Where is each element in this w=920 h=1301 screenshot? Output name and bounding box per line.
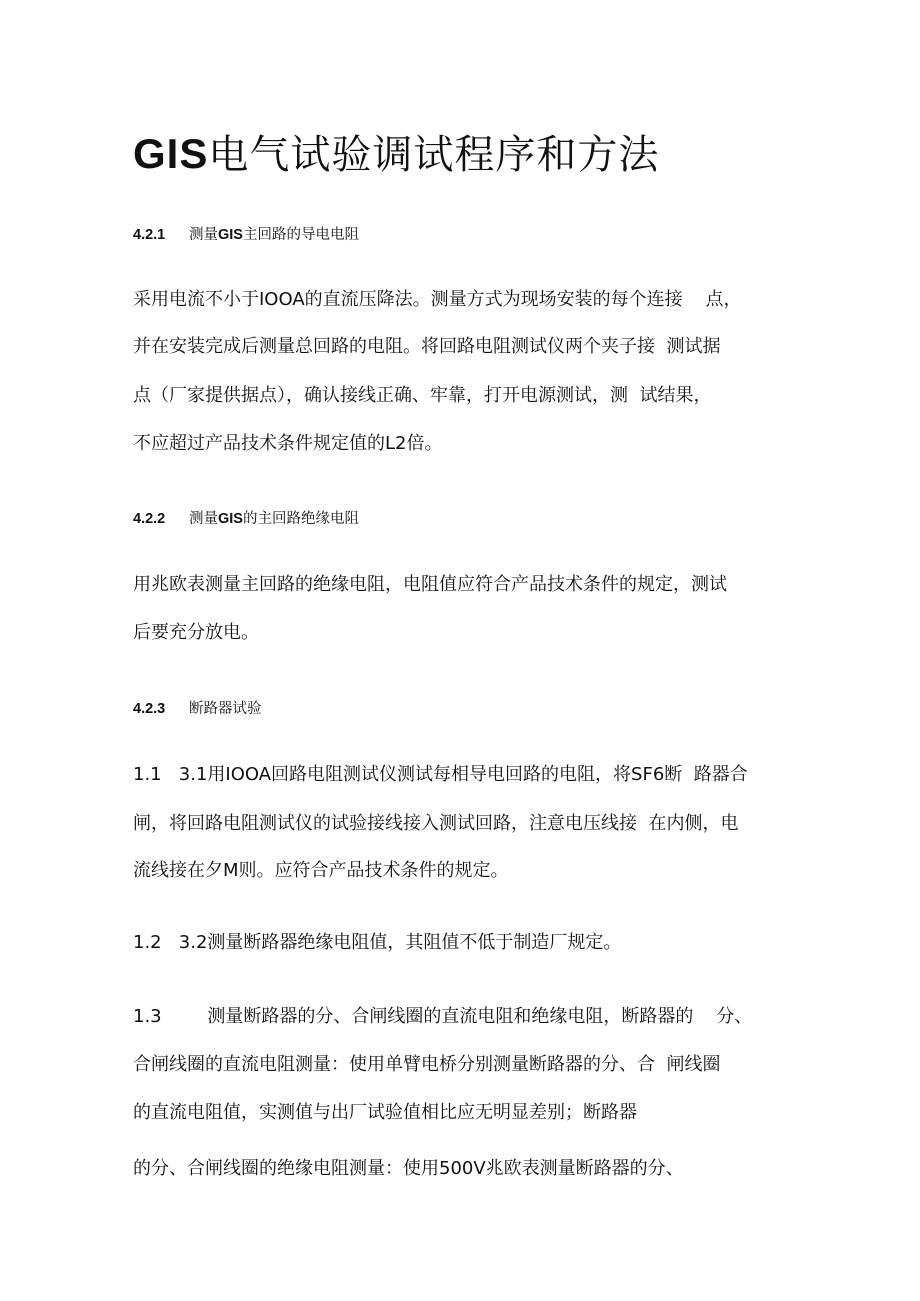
paragraph-line: 1.1 3.1用IOOA回路电阻测试仪测试每相导电回路的电阻，将SF6断 路器合: [133, 764, 748, 785]
document-title: [133, 126, 659, 183]
paragraph-line: 1.3 测量断路器的分、合闸线圈的直流电阻和绝缘电阻，断路器的 分、: [133, 1006, 753, 1027]
section-heading-bold: GIS: [218, 227, 243, 243]
paragraph-line: 采用电流不小于IOOA的直流压降法。测量方式为现场安装的每个连接 点，: [133, 289, 742, 310]
paragraph-line: 流线接在夕M则。应符合产品技术条件的规定。: [133, 860, 509, 881]
section-heading-4-2-1: [133, 224, 359, 246]
paragraph-line: 并在安装完成后测量总回路的电阻。将回路电阻测试仪两个夹子接 测试据: [133, 336, 721, 357]
paragraph-line: 闸，将回路电阻测试仪的试验接线接入测试回路，注意电压线接 在内侧，电: [133, 813, 739, 834]
section-heading-text-after: 的主回路绝缘电阻: [242, 511, 359, 527]
section-heading-4-2-3: [133, 698, 262, 720]
paragraph-line: 不应超过产品技术条件规定值的L2倍。: [133, 433, 443, 454]
section-number: 4.2.3: [133, 701, 166, 717]
paragraph-line: 1.2 3.2测量断路器绝缘电阻值，其阻值不低于制造厂规定。: [133, 932, 622, 953]
section-heading-text: 测量: [189, 511, 218, 527]
section-heading-text: 测量: [189, 227, 218, 243]
section-number: 4.2.1: [133, 227, 166, 243]
paragraph-line: 用兆欧表测量主回路的绝缘电阻，电阻值应符合产品技术条件的规定，测试: [133, 574, 727, 595]
section-heading-4-2-2: [133, 508, 359, 530]
paragraph-line: 的直流电阻值，实测值与出厂试验值相比应无明显差别；断路器: [133, 1102, 637, 1123]
section-heading-text: 断路器试验: [189, 701, 262, 717]
title-prefix: GIS: [133, 130, 209, 177]
section-number: 4.2.2: [133, 511, 166, 527]
section-heading-text-after: 主回路的导电电阻: [242, 227, 359, 243]
title-text: 电气试验调试程序和方法: [208, 132, 660, 178]
paragraph-line: 后要充分放电。: [133, 622, 259, 643]
paragraph-line: 点（厂家提供据点），确认接线正确、牢靠，打开电源测试，测 试结果，: [133, 385, 712, 406]
paragraph-line: 合闸线圈的直流电阻测量：使用单臂电桥分别测量断路器的分、合 闸线圈: [133, 1054, 721, 1075]
paragraph-line: 的分、合闸线圈的绝缘电阻测量：使用500V兆欧表测量断路器的分、: [133, 1158, 684, 1179]
section-heading-bold: GIS: [218, 511, 243, 527]
